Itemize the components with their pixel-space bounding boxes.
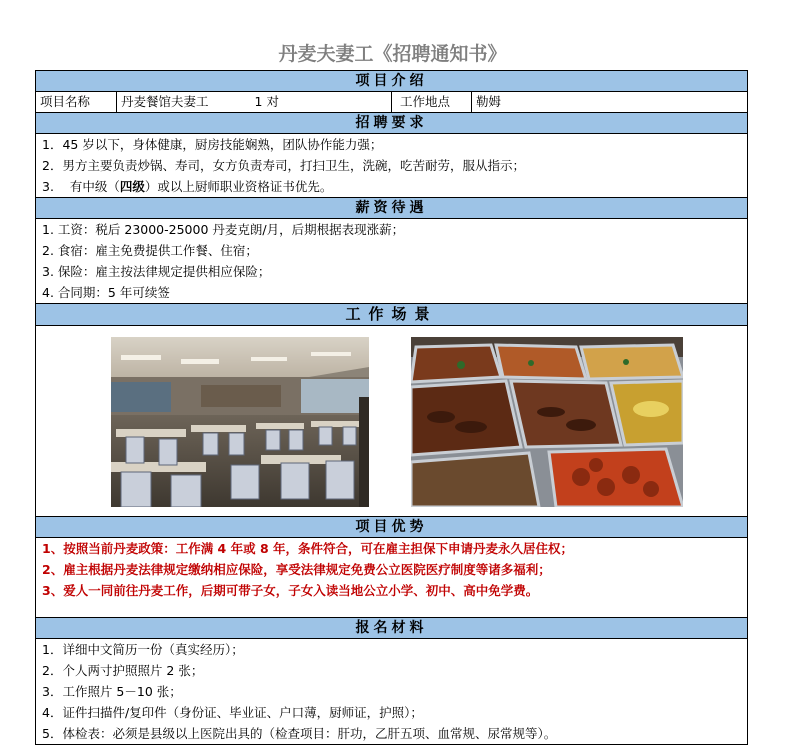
- project-name-value: 丹麦餐馆夫妻工: [121, 94, 209, 109]
- advantage-item: 2、雇主根据丹麦法律规定缴纳相应保险，享受法律规定免费公立医院医疗制度等诸多福利；: [42, 562, 551, 577]
- material-item: 1．详细中文简历一份（真实经历）；: [42, 642, 244, 657]
- location-value: 勒姆: [476, 94, 502, 109]
- requirement-3-level: 四级: [119, 179, 145, 194]
- section-header-advantages: 项目优势: [36, 516, 747, 538]
- section-header-requirements: 招聘要求: [36, 112, 747, 134]
- project-name-label: 项目名称: [36, 92, 117, 112]
- requirement-3-prefix: 3. 有中级（: [42, 179, 120, 194]
- project-quantity: 1 对: [254, 94, 279, 109]
- salary-item: 4. 合同期：5 年可续签: [42, 285, 170, 300]
- page-title: 丹麦夫妻工《招聘通知书》: [278, 43, 507, 65]
- requirement-3-suffix: ）或以上厨师职业资格证书优先。: [144, 179, 333, 194]
- buffet-food-photo: [411, 337, 683, 507]
- recruitment-table: [35, 70, 748, 745]
- advantage-item: 1、按照当前丹麦政策：工作满 4 年或 8 年，条件符合，可在雇主担保下申请丹麦永久居住权；: [42, 541, 574, 556]
- section-header-materials: 报名材料: [36, 617, 747, 639]
- section-header-salary: 薪资待遇: [36, 197, 747, 219]
- requirement-item: 2．男方主要负责炒锅、寿司，女方负责寿司，打扫卫生，洗碗，吃苦耐劳，服从指示；: [42, 158, 525, 173]
- material-item: 5．体检表：必须是县级以上医院出具的（检查项目：肝功，乙肝五项、血常规、尿常规等）。: [36, 723, 747, 745]
- salary-item: 3. 保险：雇主按法律规定提供相应保险；: [42, 264, 271, 279]
- requirement-item: [36, 176, 747, 197]
- spacer: [36, 601, 747, 617]
- location-label: 工作地点: [392, 92, 472, 112]
- restaurant-dining-photo: [111, 337, 369, 507]
- material-item: 2．个人两寸护照照片 2 张；: [42, 663, 204, 678]
- material-item: 3．工作照片 5－10 张；: [42, 684, 182, 699]
- material-item: 4．证件扫描件/复印件（身份证、毕业证、户口薄，厨师证，护照）；: [42, 705, 423, 720]
- section-header-intro: 项目介绍: [36, 70, 747, 92]
- advantage-item: 3、爱人一同前往丹麦工作，后期可带子女，子女入读当地公立小学、初中、高中免学费。: [42, 583, 539, 598]
- requirement-item: 1．45 岁以下，身体健康，厨房技能娴熟，团队协作能力强；: [42, 137, 383, 152]
- project-name-cell: [117, 92, 392, 112]
- section-header-scene: 工作场景: [36, 303, 747, 326]
- project-info-row: [36, 92, 747, 112]
- salary-item: 2. 食宿：雇主免费提供工作餐、住宿；: [42, 243, 258, 258]
- salary-item: 1. 工资：税后 23000-25000 丹麦克朗/月，后期根据表现涨薪；: [42, 222, 405, 237]
- work-scene-photos: [36, 326, 747, 516]
